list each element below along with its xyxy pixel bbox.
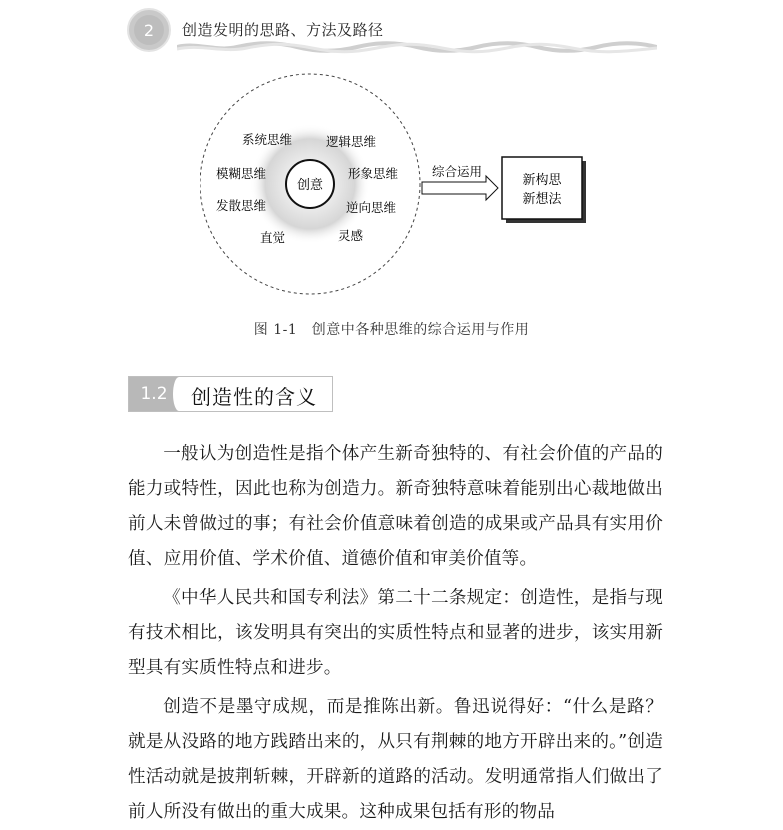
label-fuzzy-thinking: 模糊思维 bbox=[216, 166, 267, 181]
paragraph-definition: 一般认为创造性是指个体产生新奇独特的、有社会价值的产品的能力或特性，因此也称为创造力。新奇独特意味着能别出心裁地做出前人未曾做过的事；有社会价值意味着创造的成果或产品具有实用价值、应用价值、学术价值、道德价值和审美价值等。 bbox=[128, 444, 663, 569]
result-line-2: 新想法 bbox=[522, 192, 562, 207]
section-number: 1.2 bbox=[129, 377, 179, 411]
body-text bbox=[128, 437, 663, 830]
figure-caption: 图 1-1 创意中各种思维的综合运用与作用 bbox=[253, 322, 530, 338]
label-systems-thinking: 系统思维 bbox=[242, 132, 293, 147]
section-heading bbox=[128, 376, 333, 412]
paragraph-patent-law: 《中华人民共和国专利法》第二十二条规定：创造性，是指与现有技术相比，该发明具有突出的实质性特点和显著的进步，该实用新型具有实质性特点和进步。 bbox=[128, 588, 663, 678]
combine-arrow bbox=[422, 176, 498, 200]
chapter-number: 2 bbox=[134, 15, 164, 45]
label-intuition: 直觉 bbox=[260, 230, 286, 245]
thinking-diagram bbox=[200, 72, 600, 302]
paragraph-innovation: 创造不是墨守成规，而是推陈出新。鲁迅说得好：“什么是路？就是从没路的地方践踏出来的，从只有荆棘的地方开辟出来的。”创造性活动就是披荆斩棘，开辟新的道路的活动。发明通常指人们做出了前人所没有做出的重大成果。这种成果包括有形的物品 bbox=[128, 697, 663, 822]
result-line-1: 新构思 bbox=[522, 173, 562, 188]
label-divergent-thinking: 发散思维 bbox=[216, 198, 267, 213]
result-box bbox=[502, 157, 582, 219]
running-header bbox=[127, 8, 657, 54]
running-header-title: 创造发明的思路、方法及路径 bbox=[182, 21, 384, 39]
header-ornament bbox=[177, 40, 657, 54]
arrow-label: 综合运用 bbox=[432, 164, 483, 179]
section-title: 创造性的含义 bbox=[191, 385, 317, 409]
label-reverse-thinking: 逆向思维 bbox=[346, 200, 397, 215]
center-label: 创意 bbox=[296, 178, 324, 193]
label-inspiration: 灵感 bbox=[338, 228, 364, 243]
label-logical-thinking: 逻辑思维 bbox=[326, 134, 377, 149]
chapter-badge bbox=[127, 8, 171, 52]
label-imagery-thinking: 形象思维 bbox=[348, 166, 399, 181]
